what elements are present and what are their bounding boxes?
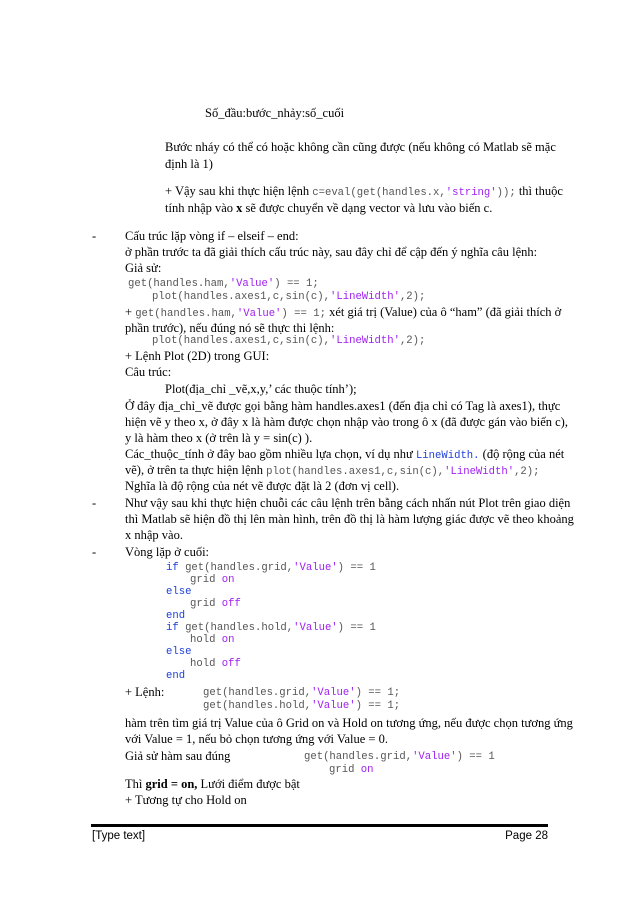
- off-word: off: [221, 598, 241, 610]
- c2-a: get(handles.hold,: [178, 622, 294, 634]
- eval-prefix: + Vậy sau khi thực hiện lệnh: [165, 184, 313, 198]
- step-note-line1: Bước nháy có thể có hoặc không cần cũng được (nếu không có Matlab sẽ mặc: [165, 140, 556, 154]
- c2-str: 'Value': [293, 622, 338, 634]
- eval-line2-b: sẽ được chuyển về dạng vector và lưu vào biến c.: [242, 201, 493, 215]
- ifelse-line4: phần trước), nếu đúng nó sẽ thực thi lệnh:: [125, 321, 335, 335]
- p5-code-str: 'LineWidth': [444, 466, 515, 478]
- cmd1-b: ) == 1;: [355, 687, 401, 699]
- p5-a: vẽ), ở trên ta thực hiện lệnh: [125, 463, 267, 477]
- footer-left: [Type text]: [92, 830, 146, 842]
- plot-click-line2: thì Matlab sẽ hiện đồ thị lên màn hình, trên đồ thị là hàm lượng giác được vẽ theo khoảng: [125, 512, 574, 526]
- plot-para-3: y là hàm theo x (ở trên là y = sin(c) ).: [125, 431, 313, 445]
- kw-if: if: [166, 622, 179, 634]
- c1-str: 'Value': [293, 562, 338, 574]
- code2-str: 'LineWidth': [330, 291, 400, 303]
- plot-click-line1: Như vậy sau khi thực hiện chuỗi các câu lệnh trên bằng cách nhấn nút Plot trên giao diện: [125, 496, 571, 510]
- cmd-line-1: [203, 686, 400, 700]
- cmd-line-2: [203, 699, 400, 713]
- code2-b: ,2);: [399, 291, 426, 303]
- grid-word: grid: [190, 598, 216, 610]
- code-grid-off: [190, 597, 241, 611]
- ifelse-line3: [125, 305, 561, 321]
- hold-word: hold: [190, 658, 216, 670]
- cmd1-a: get(handles.grid,: [203, 687, 312, 699]
- cmd2-a: get(handles.hold,: [203, 700, 312, 712]
- line3-plus: +: [125, 305, 136, 319]
- on-word: on: [360, 764, 374, 776]
- eval-note-line1: [165, 184, 563, 200]
- p5-code-b: ,2);: [514, 466, 540, 478]
- code-end: end: [166, 610, 186, 622]
- then-line: [125, 777, 300, 791]
- eval-line2-bold: x: [236, 201, 243, 215]
- p4-code: LineWidth.: [415, 450, 480, 462]
- ex-a: get(handles.grid,: [304, 751, 413, 763]
- grid-word: grid: [329, 764, 355, 776]
- ifelse-assume: Giả sử:: [125, 261, 162, 275]
- c2-b: ) == 1: [337, 622, 376, 634]
- plot-para-2: hiện vẽ y theo x, ở đây x là hàm được chọn nhập vào trong ô x (đã được gán vào biến c),: [125, 415, 568, 429]
- p5-code-a: plot(handles.axes1,c,sin(c),: [266, 466, 445, 478]
- then-bold: grid = on,: [145, 777, 198, 791]
- syntax-line: Số_đầu:bước_nhảy:số_cuối: [205, 106, 345, 120]
- grid-word: grid: [190, 574, 216, 586]
- structure-label: Câu trúc:: [125, 365, 172, 379]
- line3-code-a: get(handles.ham,: [135, 308, 237, 320]
- code3-a: plot(handles.axes1,c,sin(c),: [152, 335, 331, 347]
- then-a: Thì: [125, 777, 146, 791]
- off-word: off: [221, 658, 241, 670]
- eval-code-b: ));: [496, 187, 516, 199]
- code2-a: plot(handles.axes1,c,sin(c),: [152, 291, 331, 303]
- footer-rule: [91, 824, 548, 827]
- p4-a: Các_thuộc_tính ở đây bao gồm nhiều lựa chọn, ví dụ như: [125, 447, 416, 461]
- code1-b: ) == 1;: [274, 278, 319, 290]
- code3-str: 'LineWidth': [330, 335, 400, 347]
- eval-code-str: 'string': [445, 187, 497, 199]
- ex-b: ) == 1: [456, 751, 495, 763]
- line3-code-str: 'Value': [236, 308, 282, 320]
- on-word: on: [221, 634, 235, 646]
- c1-a: get(handles.grid,: [178, 562, 294, 574]
- example-code: [304, 750, 495, 764]
- example-grid-on: [329, 763, 374, 777]
- bullet-dash: -: [92, 229, 97, 243]
- eval-note-line2: [165, 201, 492, 215]
- code-hold-on: [190, 633, 235, 647]
- ex-str: 'Value': [412, 751, 457, 763]
- plot-para-4: [125, 447, 564, 463]
- bullet-dash: -: [92, 545, 97, 559]
- plot-click-line3: x nhập vào.: [125, 528, 183, 542]
- code-line-get-ham: [128, 277, 319, 291]
- eval-code-a: c=eval(get(handles.x,: [312, 187, 446, 199]
- code3-b: ,2);: [399, 335, 426, 347]
- page-number: Page 28: [505, 830, 548, 842]
- hold-word: hold: [190, 634, 216, 646]
- explain-line2: với Value = 1, nếu bỏ chọn tương ứng với Value = 0.: [125, 732, 388, 746]
- code1-a: get(handles.ham,: [128, 278, 230, 290]
- step-note-line2: định là 1): [165, 157, 213, 171]
- last-loop-title: Vòng lặp ở cuối:: [125, 545, 210, 559]
- similar-line: + Tương tự cho Hold on: [125, 793, 247, 807]
- code1-str: 'Value': [229, 278, 275, 290]
- code-line-plot-2: [152, 334, 425, 348]
- eval-line2-a: tính nhập vào: [165, 201, 237, 215]
- bullet-dash: -: [92, 496, 97, 510]
- ifelse-desc: ở phần trước ta đã giải thích cấu trúc này, sau đây chỉ để cập đến ý nghĩa câu lệnh:: [125, 245, 538, 259]
- code-line-plot: [152, 290, 425, 304]
- cmd1-str: 'Value': [311, 687, 356, 699]
- cmd-label: + Lệnh:: [125, 685, 165, 699]
- code-else: else: [166, 586, 192, 598]
- plot-para-5: [125, 463, 540, 479]
- eval-suffix: thì thuộc: [515, 184, 563, 198]
- explain-line1: hàm trên tìm giá trị Value của ô Grid on và Hold on tương ứng, nếu được chọn tương ứng: [125, 716, 573, 730]
- code-hold-off: [190, 657, 241, 671]
- plot-syntax: Plot(địa_chỉ _vẽ,x,y,’ các thuộc tính’);: [165, 382, 357, 396]
- c1-b: ) == 1: [337, 562, 376, 574]
- assume-line: Giả sử hàm sau đúng: [125, 749, 231, 763]
- cmd2-b: ) == 1;: [355, 700, 401, 712]
- kw-if: if: [166, 562, 179, 574]
- line3-code-b: ) == 1;: [281, 308, 326, 320]
- then-b: Lưới điểm được bật: [197, 777, 300, 791]
- on-word: on: [221, 574, 235, 586]
- p4-b: (độ rộng của nét: [479, 447, 565, 461]
- code-grid-on: [190, 573, 235, 587]
- line3-text: xét giá trị (Value) của ô “ham” (đã giải thích ở: [325, 305, 562, 319]
- plot-title: + Lệnh Plot (2D) trong GUI:: [125, 349, 270, 363]
- plot-para-6: Nghĩa là độ rộng của nét vẽ được đặt là 2 (đơn vị cell).: [125, 479, 400, 493]
- code-end: end: [166, 670, 186, 682]
- cmd2-str: 'Value': [311, 700, 356, 712]
- plot-para-1: Ở đây địa_chỉ_vẽ được gọi bằng hàm handles.axes1 (đến địa chỉ có Tag là axes1), thực: [125, 399, 561, 413]
- ifelse-title: Cấu trúc lặp vòng if – elseif – end:: [125, 229, 299, 243]
- code-else: else: [166, 646, 192, 658]
